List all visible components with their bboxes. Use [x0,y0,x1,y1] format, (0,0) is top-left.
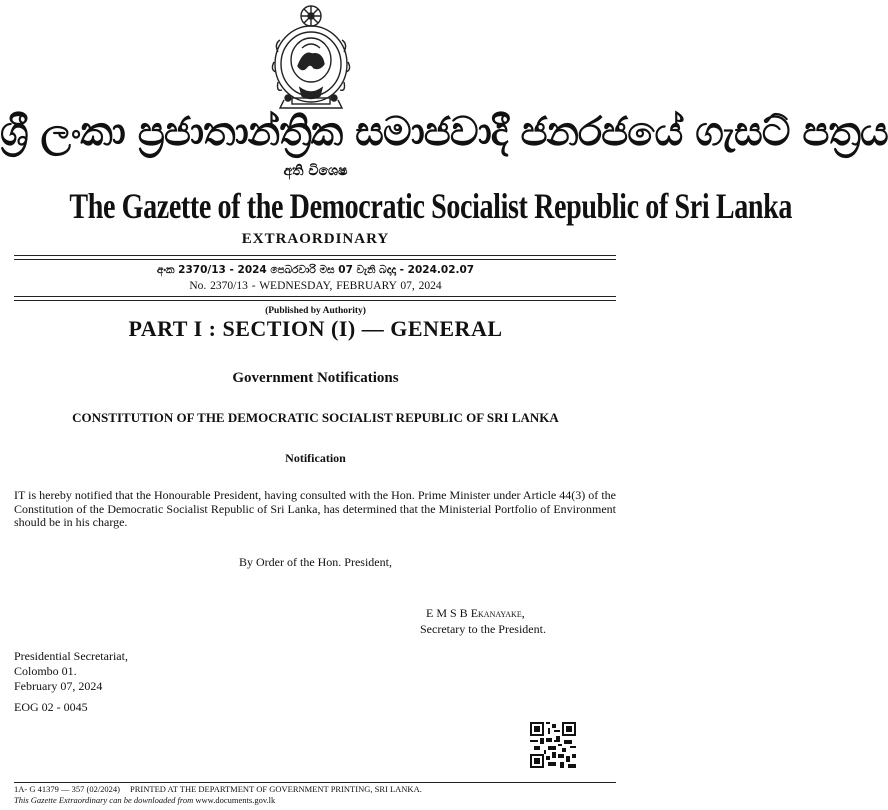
address-line: Colombo 01. [14,664,77,678]
issue-line-sinhala: අංක 2370/13 - 2024 පෙබරවාරි මස 07 වැනි බදාදා - 2024.02.07 [156,264,475,276]
footer-divider [14,782,616,783]
extraordinary-label-sinhala: අති විශෙෂ [283,163,348,179]
government-notifications-heading: Government Notifications [232,370,399,386]
issuer-address [14,649,128,694]
issue-divider [14,296,616,301]
address-date: February 07, 2024 [14,679,103,693]
notification-title: Notification [285,451,346,465]
signatory-initials: E M S B [426,606,471,620]
by-order-line: By Order of the Hon. President, [239,555,392,569]
header-divider [14,255,616,260]
extraordinary-label: EXTRAORDINARY [241,231,390,247]
signatory-role: Secretary to the President. [420,622,546,636]
print-code: 1A- G 41379 — 357 (02/2024) [14,784,121,794]
signatory-surname: Ekanayake, [470,606,525,620]
constitution-heading: CONSTITUTION OF THE DEMOCRATIC SOCIALIST REPUBLIC OF SRI LANKA [72,410,559,425]
signatory-name [426,606,525,621]
issue-line-english: No. 2370/13 - WEDNESDAY, FEBRUARY 07, 2024 [189,280,442,292]
published-by-authority: (Published by Authority) [265,306,366,316]
printed-at: PRINTED AT THE DEPARTMENT OF GOVERNMENT PRINTING, SRI LANKA. [130,784,422,794]
part-section-heading: PART I : SECTION (I) — GENERAL [128,316,503,341]
national-emblem-icon [270,2,352,110]
reference-number: EOG 02 - 0045 [14,700,88,714]
gazette-title-english: The Gazette of the Democratic Socialist Republic of Sri Lanka [69,186,792,226]
printing-line [14,784,422,794]
gazette-title-sinhala: ශ්‍රී ලංකා ප්‍රජාතාන්ත්‍රික සමාජවාදී ජනරජයේ ගැසට් පත්‍රය [0,109,888,155]
address-line: Presidential Secretariat, [14,649,128,663]
qr-code-icon [530,722,576,768]
download-link[interactable]: www.documents.gov.lk [193,795,276,805]
download-note: This Gazette Extraordinary can be downloaded from [14,795,194,805]
notification-body: IT is hereby notified that the Honourable President, having consulted with the Hon. Prime Minister under Article 44(3) of the Constitution of the Democratic Socialist Republic of Sri Lanka, has determined that the Ministerial Portfolio of Environment should be in his charge. [14,488,616,529]
download-line [14,795,275,805]
